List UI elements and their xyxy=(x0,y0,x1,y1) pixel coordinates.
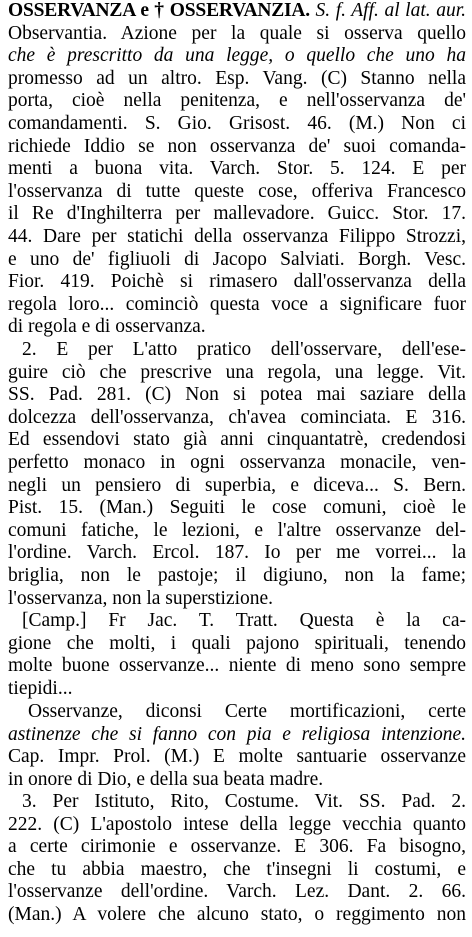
text-line: a certe cirimonie e osservanze. E 306. Fa bisogno, xyxy=(8,836,466,858)
text-line: Cap. Impr. Prol. (M.) E molte santuarie osservanze xyxy=(8,746,466,768)
text-line: l'osservanza, non la superstizione. xyxy=(8,587,274,609)
text-line: 222. (C) L'apostolo intese della legge vecchia quanto xyxy=(8,813,466,835)
text-line: briglia, non le pastoje; il digiuno, non la fame; xyxy=(8,564,466,586)
text-line: menti a buona vita. Varch. Stor. 5. 124. E per xyxy=(8,158,466,180)
text-line: (Man.) A volere che alcuno stato, o reggimento non xyxy=(8,903,466,925)
entry-grammar: S. f. Aff. al lat. aur. xyxy=(315,0,466,21)
text-line: [Camp.] Fr Jac. T. Tratt. Questa è la ca- xyxy=(22,610,466,631)
text-line: negli un pensiero di superbia, e diceva... S. Bern. xyxy=(8,474,466,496)
text-line: richiede Iddio se non osservanza de' suoi comanda- xyxy=(8,135,466,157)
entry-camp-citation xyxy=(8,610,466,700)
text-line: Osservanze, diconsi Certe mortificazioni, certe xyxy=(28,701,466,722)
text-line: l'osservanze dell'ordine. Varch. Lez. Dant. 2. 66. xyxy=(8,881,466,903)
entry-headword: OSSERVANZA e † OSSERVANZIA. xyxy=(8,0,310,21)
text-line: molte buone osservanze... niente di meno sono sempre xyxy=(8,655,466,677)
text-line: gione che molti, i quali pajono spirituali, tenendo xyxy=(8,632,466,654)
entry-osservanze xyxy=(8,701,466,791)
text-line: di regola e di osservanza. xyxy=(8,316,206,338)
text-line: perfetto monaco in ogni osservanza monacile, ven- xyxy=(8,451,466,473)
text-line: che tu abbia maestro, che t'insegni li costumi, e xyxy=(8,858,466,880)
text-line: regola loro... cominciò questa voce a significare fuor xyxy=(8,293,466,315)
text-line: 2. E per L'atto pratico dell'osservare, dell'ese- xyxy=(22,339,466,360)
text-line: guire ciò che prescrive una regola, una legge. Vit. xyxy=(8,361,466,383)
text-line: tiepidi... xyxy=(8,677,73,699)
text-line: astinenze che si fanno con pia e religiosa intenzione. xyxy=(8,723,466,745)
text-line: che è prescritto da una legge, o quello che uno ha xyxy=(8,45,466,67)
text-line: e uno de' figliuoli di Jacopo Salviati. Borgh. Vesc. xyxy=(8,248,466,270)
text-line: in onore di Dio, e della sua beata madre. xyxy=(8,768,324,790)
entry-sense-3 xyxy=(8,791,466,927)
entry-headline xyxy=(8,0,466,23)
text-line: Pist. 15. (Man.) Seguiti le cose comuni, cioè le xyxy=(8,497,466,519)
text-line: 44. Dare per statichi della osservanza Filippo Strozzi, xyxy=(8,225,466,247)
text-line: dolcezza dell'osservanza, ch'avea cominciata. E 316. xyxy=(8,406,466,428)
entry-sense-2 xyxy=(8,339,466,610)
text-line: comuni fatiche, le lezioni, e l'altre osservanze del- xyxy=(8,519,466,541)
text-line: porta, cioè nella penitenza, e nell'osservanza de' xyxy=(8,90,466,112)
text-line: il Re d'Inghilterra per mallevadore. Guicc. Stor. 17. xyxy=(8,203,466,225)
text-line: Observantia. Azione per la quale si osserva quello xyxy=(8,22,466,44)
text-line: 3. Per Istituto, Rito, Costume. Vit. SS. Pad. 2. xyxy=(22,791,466,812)
entry-sense-1 xyxy=(8,0,466,339)
text-line: SS. Pad. 281. (C) Non si potea mai saziare della xyxy=(8,384,466,406)
text-line: Fior. 419. Poichè si rimasero dall'osservanza della xyxy=(8,271,466,293)
text-line: Ed essendovi stato già anni cinquantatrè, credendosi xyxy=(8,429,466,451)
text-line: l'osservanza di tutte queste cose, offeriva Francesco xyxy=(8,180,466,202)
text-line: comandamenti. S. Gio. Grisost. 46. (M.) Non ci xyxy=(8,112,466,134)
text-line: promesso ad un altro. Esp. Vang. (C) Stanno nella xyxy=(8,67,466,89)
text-line: l'ordine. Varch. Ercol. 187. Io per me vorrei... la xyxy=(8,542,466,564)
